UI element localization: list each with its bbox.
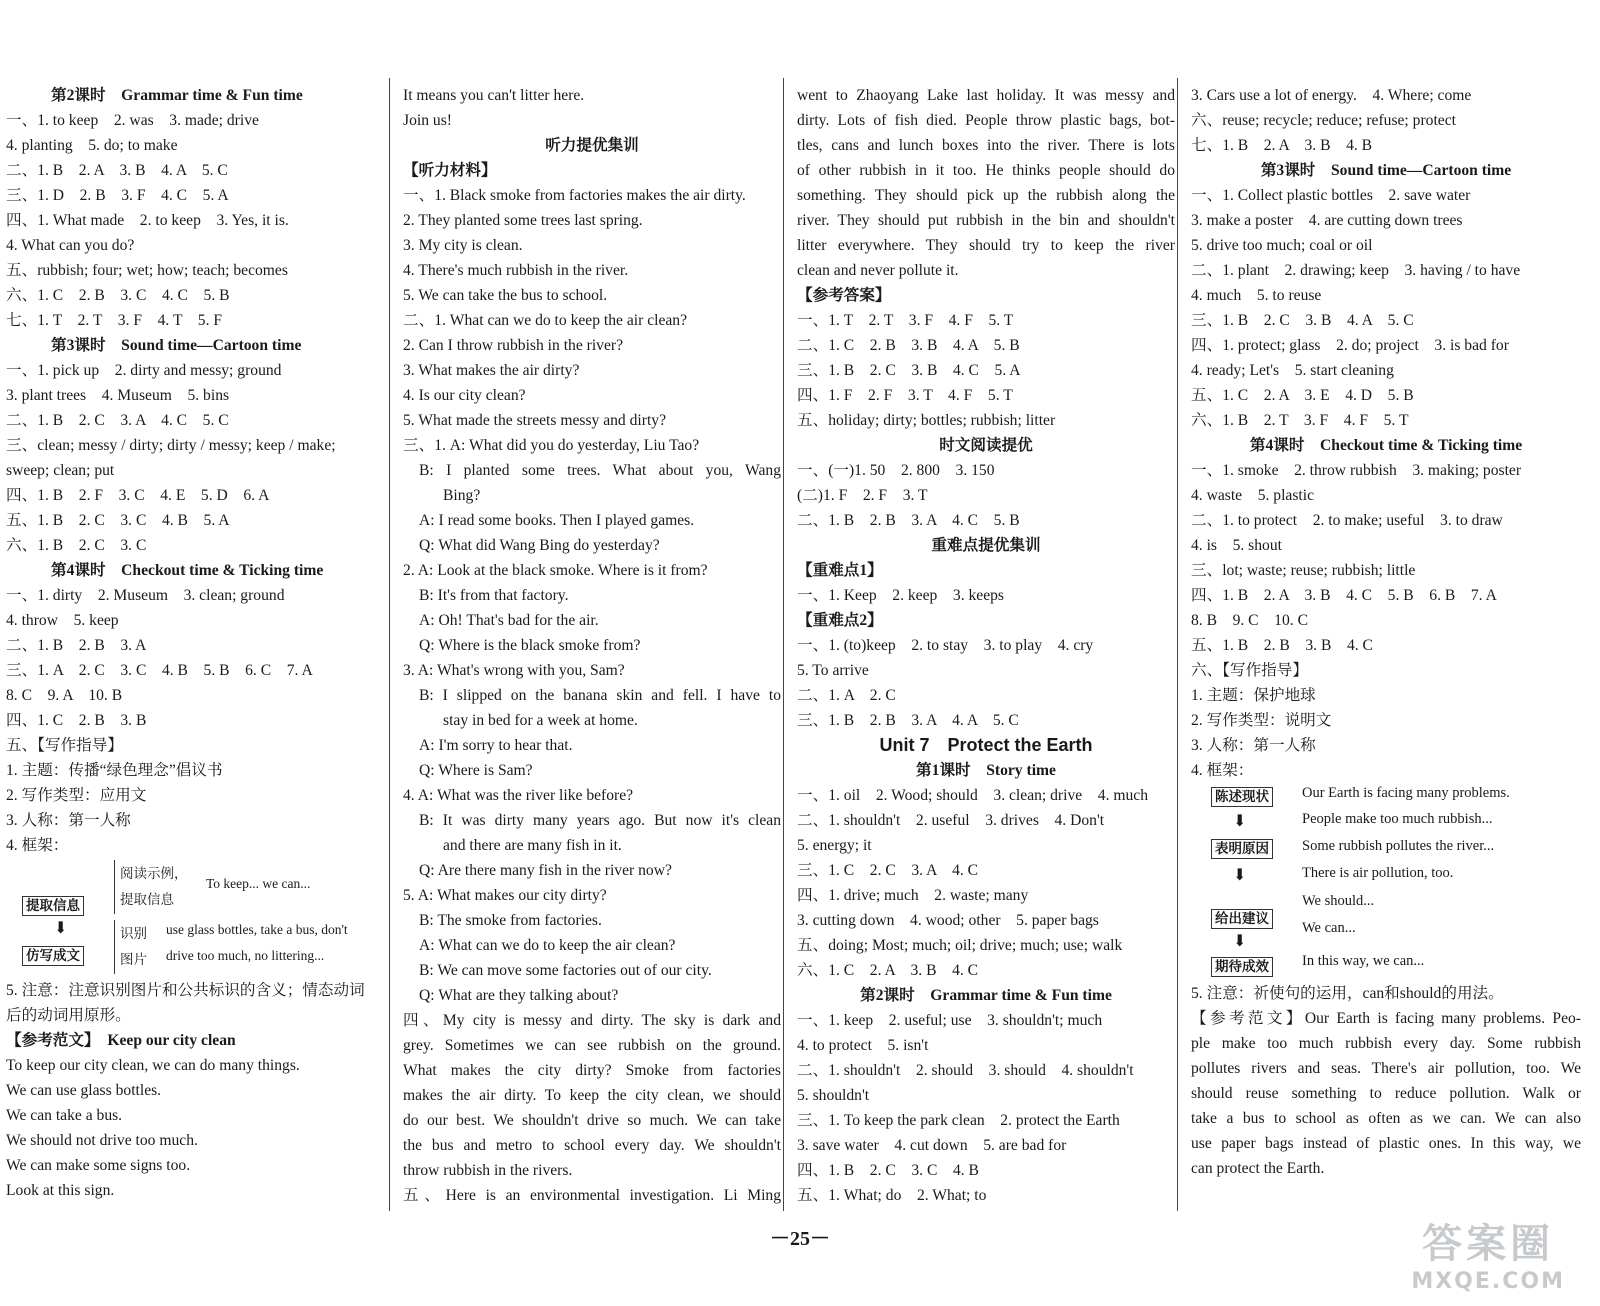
- answer-line: 四、1. drive; much 2. waste; many: [797, 887, 1029, 904]
- answer-line: 4. 框架：: [1191, 762, 1254, 779]
- answer-line: 三、1. B 2. C 3. B 4. C 5. A: [797, 362, 1021, 379]
- text-line: of other rubbish in it too. He thinks people should do: [797, 162, 1175, 179]
- answer-line: 4. What can you do?: [6, 237, 135, 254]
- column-2: [403, 83, 781, 1208]
- answer-line: 3. 人称：第一人称: [6, 812, 131, 829]
- text-line: 3. What makes the air dirty?: [403, 362, 580, 379]
- frame-tag-extract: 提取信息: [22, 896, 84, 916]
- text-line: A: Oh! That's bad for the air.: [419, 612, 599, 629]
- text-line: It means you can't litter here.: [403, 87, 585, 104]
- essay-line: should reuse something to reduce pollution. Walk or: [1191, 1085, 1581, 1102]
- text-line: Q: What did Wang Bing do yesterday?: [419, 537, 660, 554]
- text-line: 5. A: What makes our city dirty?: [403, 887, 607, 904]
- frame-text: People make too much rubbish...: [1302, 811, 1493, 827]
- answer-line: 三、1. D 2. B 3. F 4. C 5. A: [6, 187, 229, 204]
- down-arrow-icon: ⬇: [1233, 933, 1247, 950]
- section-label: 【参考答案】: [797, 287, 891, 304]
- frame-text: Some rubbish pollutes the river...: [1302, 838, 1495, 854]
- text-line: tles, cans and lunch boxes into the river. There is lots: [797, 137, 1175, 154]
- answer-line: 三、clean; messy / dirty; dirty / messy; keep / make;: [6, 437, 336, 454]
- answer-line: 四、1. B 2. F 3. C 4. E 5. D 6. A: [6, 487, 270, 504]
- writing-framework-diagram: [16, 858, 384, 978]
- essay-line: take a bus to school as often as we can. We can also: [1191, 1110, 1581, 1127]
- lesson-heading: 第4课时 Checkout time & Ticking time: [1249, 437, 1523, 454]
- text-line: B: The smoke from factories.: [419, 912, 602, 929]
- answer-line: 二、1. to protect 2. to make; useful 3. to draw: [1191, 512, 1503, 529]
- answer-line: 二、1. B 2. A 3. B 4. A 5. C: [6, 162, 228, 179]
- text-line: B: It was dirty many years ago. But now it's clean: [419, 812, 781, 829]
- answer-line: 3. Cars use a lot of energy. 4. Where; come: [1191, 87, 1472, 104]
- answer-line: 五、1. B 2. B 3. B 4. C: [1191, 637, 1373, 654]
- answer-line: 四、1. What made 2. to keep 3. Yes, it is.: [6, 212, 289, 229]
- text-line: 2. Can I throw rubbish in the river?: [403, 337, 623, 354]
- text-line: river. They should put rubbish in the bin and shouldn't: [797, 212, 1175, 229]
- answer-line: 六、【写作指导】: [1191, 662, 1308, 679]
- answer-line: 五、【写作指导】: [6, 737, 123, 754]
- lesson-heading: 第3课时 Sound time—Cartoon time: [51, 337, 302, 354]
- text-line: 一、1. Black smoke from factories makes the air dirty.: [403, 187, 746, 204]
- essay-line: ple make too much rubbish every day. Some rubbish: [1191, 1035, 1581, 1052]
- down-arrow-icon: ⬇: [1233, 813, 1247, 830]
- answer-line: 七、1. T 2. T 3. F 4. T 5. F: [6, 312, 223, 329]
- answer-line: 三、1. B 2. C 3. B 4. A 5. C: [1191, 312, 1414, 329]
- text-line: 三、1. A: What did you do yesterday, Liu Tao?: [403, 437, 700, 454]
- frame-read-label: 阅读示例，: [120, 866, 188, 881]
- text-line: What makes the city dirty? Smoke from factories: [403, 1062, 781, 1079]
- text-line: 5. What made the streets messy and dirty?: [403, 412, 666, 429]
- text-line: A: What can we do to keep the air clean?: [419, 937, 676, 954]
- answer-line: 8. B 9. C 10. C: [1191, 612, 1308, 629]
- text-line: do our best. We shouldn't drive so much. We can take: [403, 1112, 781, 1129]
- page-number: －25－: [770, 1228, 830, 1250]
- answer-line: 5. To arrive: [797, 662, 869, 679]
- essay-line: use paper bags instead of plastic ones. In this way, we: [1191, 1135, 1581, 1152]
- answer-line: 二、1. B 2. C 3. A 4. C 5. C: [6, 412, 229, 429]
- frame-text: drive too much, no littering...: [166, 948, 325, 963]
- answer-line: 4. 框架：: [6, 837, 69, 854]
- text-line: something. They should pick up the rubbish along the: [797, 187, 1175, 204]
- text-line: B: It's from that factory.: [419, 587, 569, 604]
- section-heading: 时文阅读提优: [939, 437, 1033, 454]
- answer-line: 三、1. To keep the park clean 2. protect the Earth: [797, 1112, 1120, 1129]
- frame-tag-reason: 表明原因: [1211, 839, 1273, 859]
- lesson-heading: 第3课时 Sound time—Cartoon time: [1260, 162, 1512, 179]
- essay-line: To keep our city clean, we can do many things.: [6, 1057, 300, 1074]
- text-line: 4. There's much rubbish in the river.: [403, 262, 629, 279]
- section-label: 【重难点1】: [797, 562, 883, 579]
- answer-line: 四、1. F 2. F 3. T 4. F 5. T: [797, 387, 1013, 404]
- frame-recog-label: 识别: [120, 926, 147, 941]
- text-line: Join us!: [403, 112, 452, 129]
- answer-line: 四、1. C 2. B 3. B: [6, 712, 147, 729]
- answer-line: 一、1. oil 2. Wood; should 3. clean; drive 4. much: [797, 787, 1149, 804]
- essay-line: Look at this sign.: [6, 1182, 115, 1199]
- column-4: [1191, 83, 1581, 1181]
- section-heading: 重难点提优集训: [931, 537, 1041, 554]
- answer-line: 2. 写作类型：应用文: [6, 787, 147, 804]
- text-line: B: I slipped on the banana skin and fell. I have to: [419, 687, 781, 704]
- down-arrow-icon: ⬇: [1233, 867, 1247, 884]
- watermark-logo: [1411, 1212, 1565, 1294]
- sample-essay-title: 【参考范文】 Keep our city clean: [6, 1032, 236, 1049]
- lesson-heading: 第2课时 Grammar time & Fun time: [51, 87, 303, 104]
- column-divider: [1177, 78, 1178, 1211]
- frame-pic-label: 图片: [120, 952, 147, 967]
- answer-line: 5. drive too much; coal or oil: [1191, 237, 1373, 254]
- answer-line: 3. make a poster 4. are cutting down trees: [1191, 212, 1463, 229]
- answer-line: 4. is 5. shout: [1191, 537, 1282, 554]
- column-divider: [783, 78, 784, 1211]
- text-line: A: I'm sorry to hear that.: [419, 737, 573, 754]
- answer-line: 二、1. B 2. B 3. A: [6, 637, 147, 654]
- answer-line: 七、1. B 2. A 3. B 4. B: [1191, 137, 1373, 154]
- essay-line: can protect the Earth.: [1191, 1160, 1325, 1177]
- answer-line: 五、holiday; dirty; bottles; rubbish; litter: [797, 412, 1056, 429]
- answer-line: 5. 注意：祈使句的运用，can和should的用法。: [1191, 985, 1504, 1002]
- text-line: B: I planted some trees. What about you, Wang: [419, 462, 781, 479]
- text-line: 五、Here is an environmental investigation. Li Ming: [403, 1187, 781, 1204]
- text-line: Bing?: [443, 487, 481, 504]
- answer-line: 5. energy; it: [797, 837, 872, 854]
- answer-line: 三、lot; waste; reuse; rubbish; little: [1191, 562, 1416, 579]
- watermark-line2: MXQE.COM: [1411, 1269, 1565, 1294]
- answer-line: 一、1. smoke 2. throw rubbish 3. making; poster: [1191, 462, 1522, 479]
- text-line: 5. We can take the bus to school.: [403, 287, 608, 304]
- lesson-heading: 第2课时 Grammar time & Fun time: [860, 987, 1112, 1004]
- section-label: 【听力材料】: [403, 162, 497, 179]
- answer-line: 一、1. to keep 2. was 3. made; drive: [6, 112, 259, 129]
- frame-text: There is air pollution, too.: [1302, 865, 1454, 881]
- answer-line: 六、1. C 2. B 3. C 4. C 5. B: [6, 287, 230, 304]
- frame-extract-label: 提取信息: [120, 892, 174, 907]
- answer-line: 一、1. keep 2. useful; use 3. shouldn't; much: [797, 1012, 1103, 1029]
- answer-line: 1. 主题：传播“绿色理念”倡议书: [6, 762, 223, 779]
- writing-framework-diagram: [1191, 783, 1581, 981]
- text-line: Q: Are there many fish in the river now?: [419, 862, 672, 879]
- answer-line: 4. throw 5. keep: [6, 612, 119, 629]
- answer-line: 二、1. shouldn't 2. useful 3. drives 4. Don't: [797, 812, 1105, 829]
- answer-line: 二、1. C 2. B 3. B 4. A 5. B: [797, 337, 1020, 354]
- text-line: litter everywhere. They should try to keep the river: [797, 237, 1175, 254]
- frame-text: We should...: [1302, 893, 1375, 909]
- answer-line: 8. C 9. A 10. B: [6, 687, 123, 704]
- answer-line: 4. waste 5. plastic: [1191, 487, 1314, 504]
- answer-line: 一、1. Keep 2. keep 3. keeps: [797, 587, 1004, 604]
- answer-line: 五、1. What; do 2. What; to: [797, 1187, 987, 1204]
- answer-line: 二、1. shouldn't 2. should 3. should 4. shouldn't: [797, 1062, 1134, 1079]
- answer-line: 5. 注意：注意识别图片和公共标识的含义；情态动词: [6, 982, 365, 999]
- answer-line: 三、1. A 2. C 3. C 4. B 5. B 6. C 7. A: [6, 662, 313, 679]
- answer-line: (二)1. F 2. F 3. T: [797, 487, 928, 504]
- down-arrow-icon: ⬇: [54, 920, 68, 937]
- answer-line: 1. 主题：保护地球: [1191, 687, 1316, 704]
- text-line: 4. Is our city clean?: [403, 387, 526, 404]
- frame-tag-effect: 期待成效: [1211, 957, 1273, 977]
- answer-line: 三、1. C 2. C 3. A 4. C: [797, 862, 979, 879]
- text-line: 2. A: Look at the black smoke. Where is it from?: [403, 562, 708, 579]
- answer-line: 四、1. B 2. C 3. C 4. B: [797, 1162, 979, 1179]
- text-line: stay in bed for a week at home.: [443, 712, 638, 729]
- essay-line: We can take a bus.: [6, 1107, 123, 1124]
- text-line: 3. My city is clean.: [403, 237, 523, 254]
- answer-line: 4. to protect 5. isn't: [797, 1037, 929, 1054]
- text-line: grey. Sometimes we can see rubbish on the ground.: [403, 1037, 781, 1054]
- essay-line: 【参考范文】Our Earth is facing many problems. Peo-: [1191, 1010, 1581, 1027]
- column-3: [797, 83, 1175, 1208]
- frame-tag-status: 陈述现状: [1211, 787, 1273, 807]
- text-line: 4. A: What was the river like before?: [403, 787, 634, 804]
- answer-line: 3. plant trees 4. Museum 5. bins: [6, 387, 230, 404]
- section-label: 【重难点2】: [797, 612, 883, 629]
- frame-text: use glass bottles, take a bus, don't: [166, 922, 348, 937]
- answer-line: 4. planting 5. do; to make: [6, 137, 178, 154]
- answer-line: 一、1. T 2. T 3. F 4. F 5. T: [797, 312, 1014, 329]
- answer-line: 四、1. B 2. A 3. B 4. C 5. B 6. B 7. A: [1191, 587, 1497, 604]
- text-line: clean and never pollute it.: [797, 262, 959, 279]
- frame-text: Our Earth is facing many problems.: [1302, 785, 1510, 801]
- answer-line: 3. save water 4. cut down 5. are bad for: [797, 1137, 1067, 1154]
- answer-line: 一、1. (to)keep 2. to stay 3. to play 4. cry: [797, 637, 1094, 654]
- answer-line: 五、rubbish; four; wet; how; teach; becomes: [6, 262, 288, 279]
- frame-tag-advice: 给出建议: [1211, 909, 1273, 929]
- frame-text: In this way, we can...: [1302, 953, 1425, 969]
- answer-line: 二、1. plant 2. drawing; keep 3. having / to have: [1191, 262, 1521, 279]
- text-line: 2. They planted some trees last spring.: [403, 212, 643, 229]
- text-line: Q: What are they talking about?: [419, 987, 619, 1004]
- essay-line: pollutes rivers and seas. There's air pollution, too. We: [1191, 1060, 1581, 1077]
- watermark-line1: 答案圈: [1422, 1221, 1555, 1267]
- text-line: Q: Where is Sam?: [419, 762, 533, 779]
- text-line: A: I read some books. Then I played games.: [419, 512, 695, 529]
- answer-line: 3. 人称：第一人称: [1191, 737, 1316, 754]
- column-divider: [389, 78, 390, 1211]
- text-line: 四、My city is messy and dirty. The sky is dark and: [403, 1012, 781, 1029]
- answer-line: 一、1. pick up 2. dirty and messy; ground: [6, 362, 282, 379]
- answer-line: 六、1. B 2. T 3. F 4. F 5. T: [1191, 412, 1409, 429]
- answer-line: 后的动词用原形。: [6, 1007, 131, 1024]
- answer-line: 三、1. B 2. B 3. A 4. A 5. C: [797, 712, 1019, 729]
- answer-line: 五、1. C 2. A 3. E 4. D 5. B: [1191, 387, 1414, 404]
- answer-line: 2. 写作类型：说明文: [1191, 712, 1332, 729]
- text-line: 3. A: What's wrong with you, Sam?: [403, 662, 625, 679]
- answer-line: 一、1. dirty 2. Museum 3. clean; ground: [6, 587, 285, 604]
- frame-text: We can...: [1302, 920, 1356, 936]
- answer-line: 二、1. A 2. C: [797, 687, 896, 704]
- text-line: throw rubbish in the rivers.: [403, 1162, 573, 1179]
- text-line: dirty. Lots of fish died. People throw plastic bags, bot-: [797, 112, 1175, 129]
- text-line: the bus and metro to school every day. We shouldn't: [403, 1137, 781, 1154]
- essay-line: We should not drive too much.: [6, 1132, 198, 1149]
- lesson-heading: 第4课时 Checkout time & Ticking time: [51, 562, 324, 579]
- answer-line: 3. cutting down 4. wood; other 5. paper bags: [797, 912, 1099, 929]
- answer-line: 一、(一)1. 50 2. 800 3. 150: [797, 462, 995, 479]
- lesson-heading: 第1课时 Story time: [916, 762, 1056, 779]
- answer-line: 4. ready; Let's 5. start cleaning: [1191, 362, 1394, 379]
- answer-line: 五、1. B 2. C 3. C 4. B 5. A: [6, 512, 230, 529]
- answer-line: 六、1. C 2. A 3. B 4. C: [797, 962, 979, 979]
- answer-line: 二、1. B 2. B 3. A 4. C 5. B: [797, 512, 1020, 529]
- frame-text: To keep... we can...: [206, 876, 311, 891]
- text-line: went to Zhaoyang Lake last holiday. It was messy and: [797, 87, 1175, 104]
- essay-line: We can use glass bottles.: [6, 1082, 162, 1099]
- answer-line: 六、1. B 2. C 3. C: [6, 537, 147, 554]
- answer-line: 五、doing; Most; much; oil; drive; much; use; walk: [797, 937, 1123, 954]
- essay-line: We can make some signs too.: [6, 1157, 191, 1174]
- text-line: B: We can move some factories out of our city.: [419, 962, 712, 979]
- answer-line: 4. much 5. to reuse: [1191, 287, 1322, 304]
- unit-title: Unit 7 Protect the Earth: [879, 735, 1093, 755]
- text-line: makes the air dirty. To keep the city clean, we should: [403, 1087, 781, 1104]
- answer-line: 5. shouldn't: [797, 1087, 870, 1104]
- text-line: 二、1. What can we do to keep the air clean?: [403, 312, 688, 329]
- answer-line: 一、1. Collect plastic bottles 2. save water: [1191, 187, 1471, 204]
- section-heading: 听力提优集训: [545, 137, 639, 154]
- frame-tag-imitate: 仿写成文: [22, 946, 84, 966]
- column-1: [6, 83, 384, 1203]
- text-line: and there are many fish in it.: [443, 837, 622, 854]
- text-line: Q: Where is the black smoke from?: [419, 637, 641, 654]
- answer-line: 四、1. protect; glass 2. do; project 3. is bad for: [1191, 337, 1509, 354]
- answer-line: 六、reuse; recycle; reduce; refuse; protect: [1191, 112, 1456, 129]
- answer-line: sweep; clean; put: [6, 462, 115, 479]
